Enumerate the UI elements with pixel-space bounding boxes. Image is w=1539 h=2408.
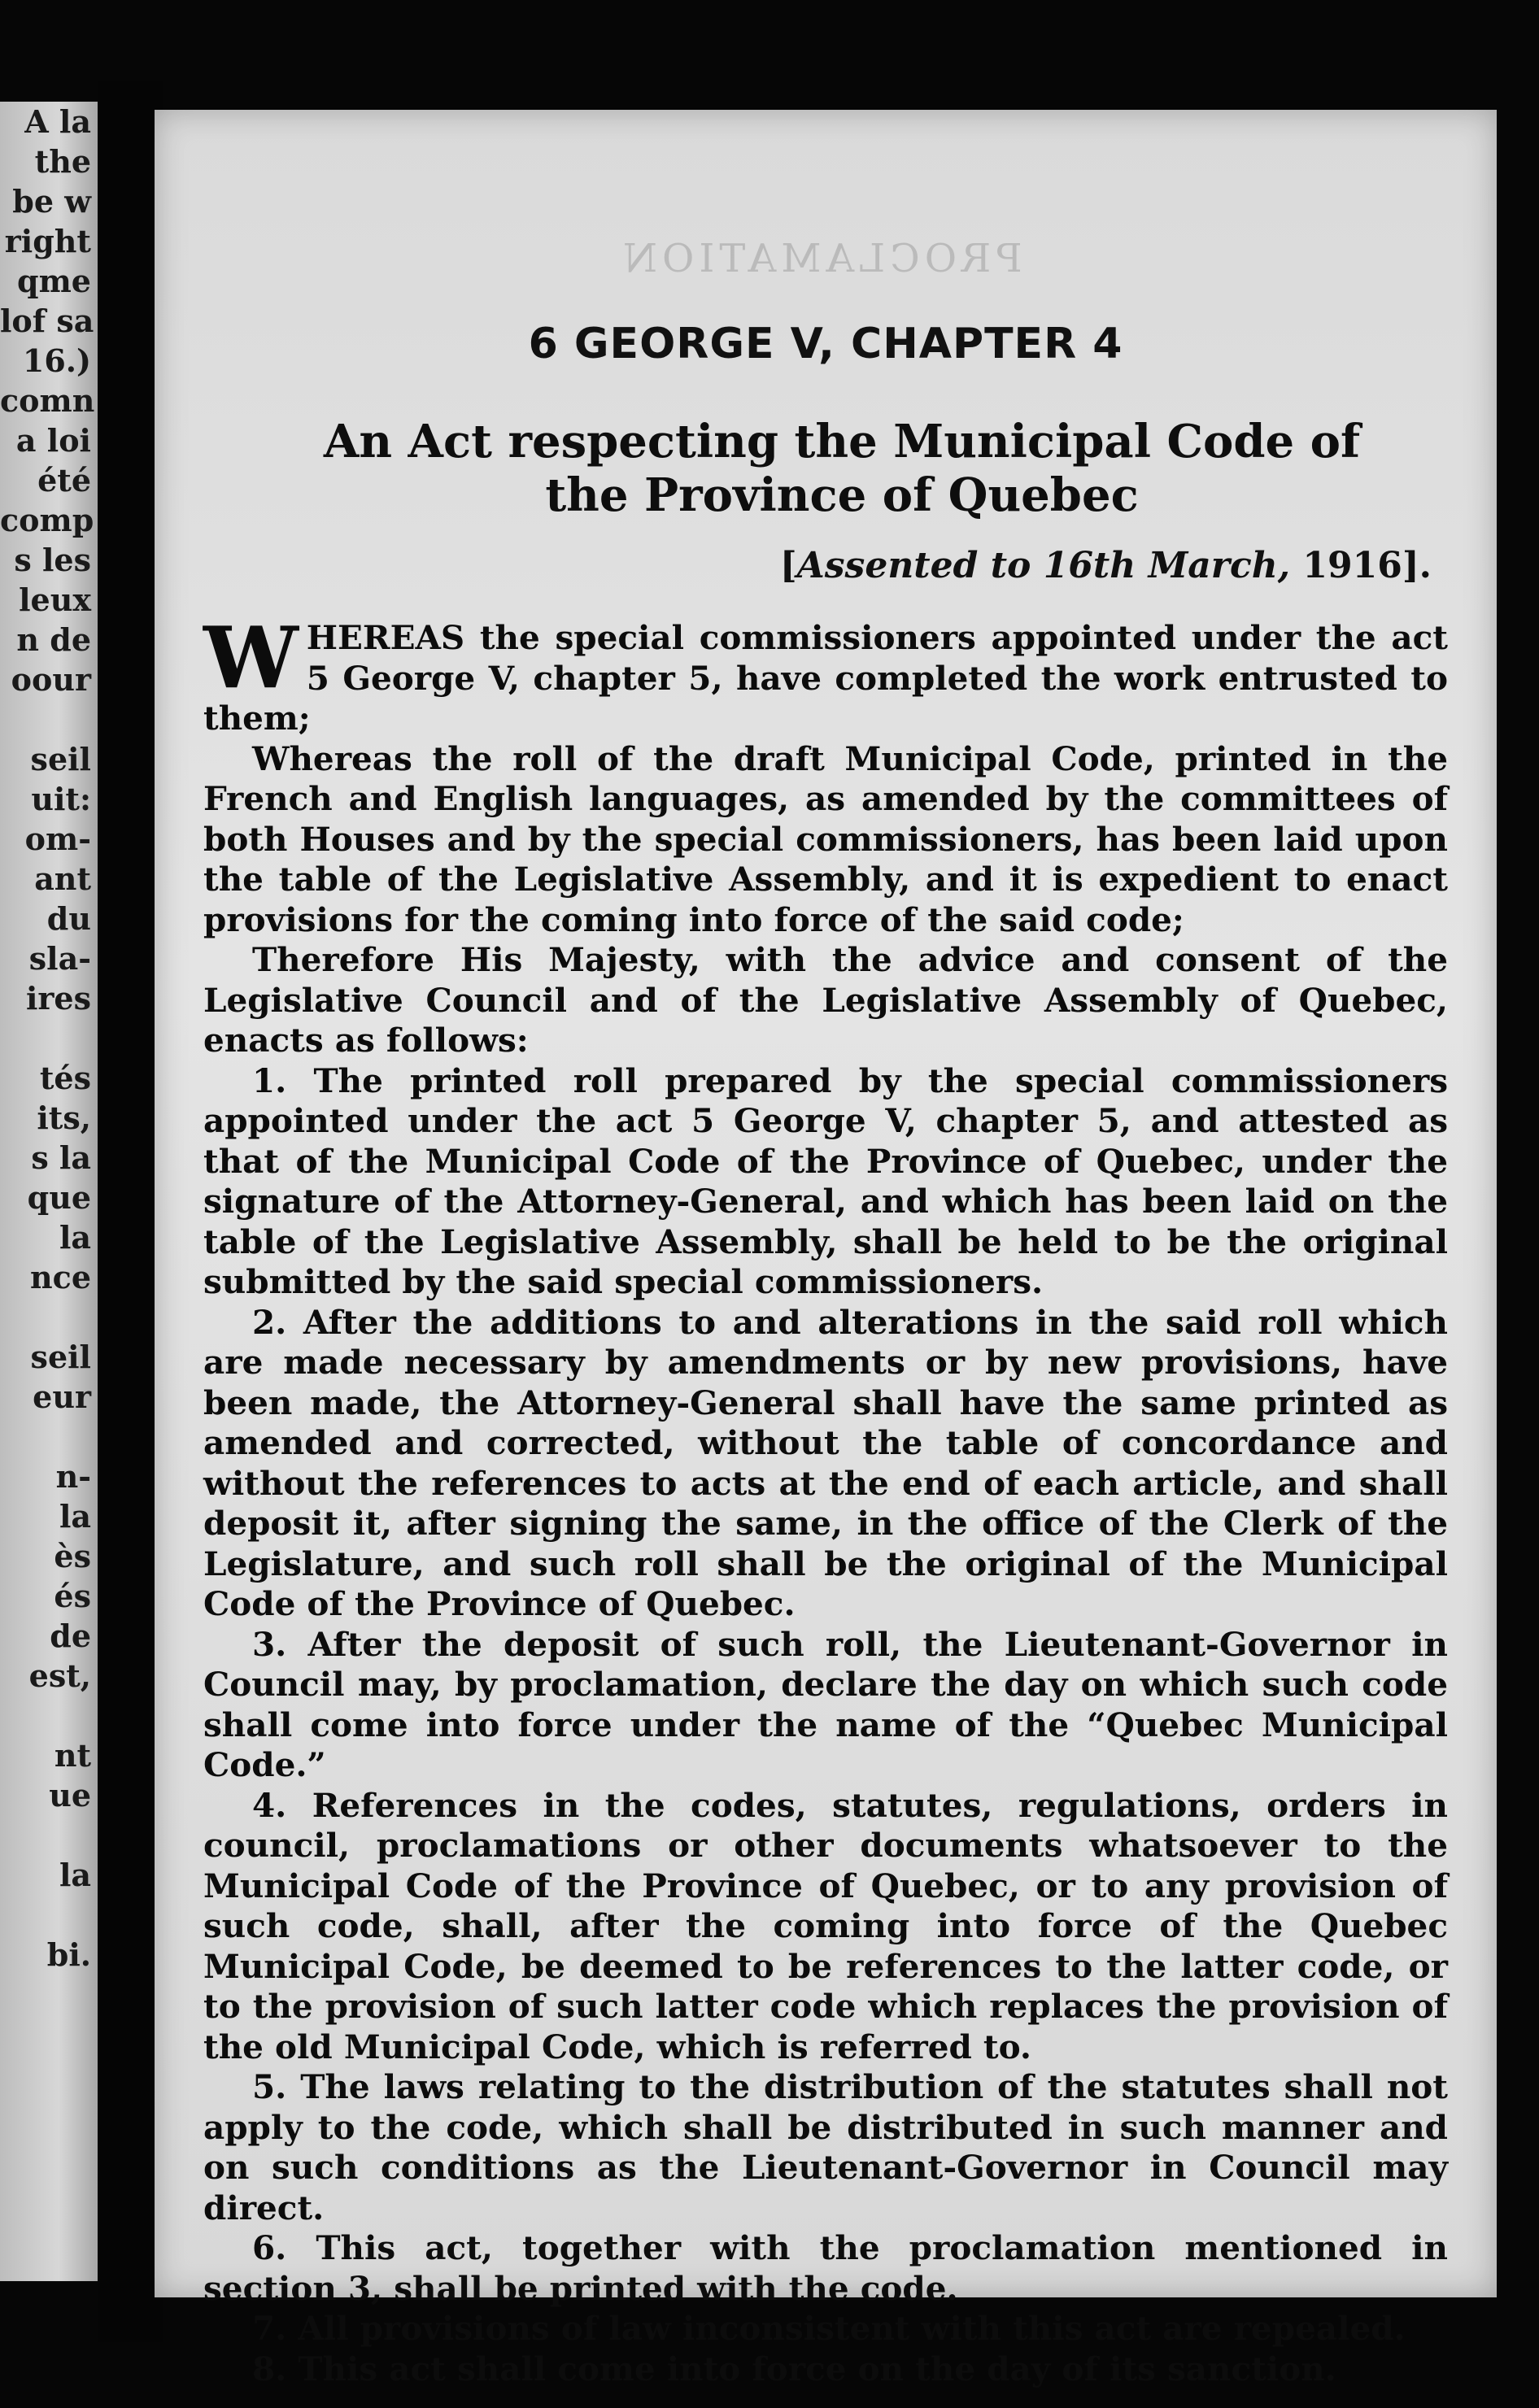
facing-page-fragment-line: seil bbox=[30, 1339, 91, 1375]
facing-page-fragment-line bbox=[0, 1895, 98, 1935]
facing-page-fragment-line: qme bbox=[17, 263, 91, 299]
facing-page-fragment-line: la bbox=[59, 1498, 91, 1535]
chapter-heading: 6 GEORGE V, CHAPTER 4 bbox=[528, 320, 1123, 368]
facing-page-fragment-line: oour bbox=[11, 661, 91, 698]
facing-page-fragment-line: A la bbox=[24, 103, 91, 140]
facing-page-fragment-line: la bbox=[59, 1857, 91, 1893]
facing-page-fragment-line bbox=[0, 1417, 98, 1457]
section-7: 7. All provisions of law inconsistent with this act are repealed. bbox=[252, 2309, 1406, 2348]
document-page bbox=[155, 110, 1497, 2388]
facing-page-fragment-line: s les bbox=[14, 542, 91, 578]
facing-page-fragment-line: its, bbox=[37, 1099, 91, 1136]
facing-page-fragment-line: om- bbox=[24, 821, 91, 857]
assent-year: 1916 bbox=[1302, 545, 1402, 586]
facing-page-fragment-line: lof sa bbox=[0, 303, 94, 339]
facing-page-fragment bbox=[0, 102, 98, 2281]
facing-page-fragment-line: uit: bbox=[31, 781, 91, 817]
facing-page-fragment-line: nce bbox=[30, 1259, 91, 1295]
facing-page-fragment-line: és bbox=[54, 1578, 91, 1614]
facing-page-fragment-line: comn bbox=[0, 382, 95, 419]
facing-page-fragment-line bbox=[0, 1815, 98, 1855]
act-title: An Act respecting the Municipal Code of the Province of Quebec bbox=[323, 415, 1361, 522]
book-gutter bbox=[98, 81, 163, 2342]
facing-page-fragment-line: s la bbox=[31, 1139, 91, 1176]
facing-page-fragment-line: seil bbox=[30, 741, 91, 777]
facing-page-fragment-line: ant bbox=[34, 860, 91, 897]
preamble-paragraph-1 bbox=[203, 607, 1448, 739]
facing-page-fragment-line: comp bbox=[0, 502, 94, 538]
facing-page-fragment-line bbox=[0, 1297, 98, 1337]
enacting-clause: Therefore His Majesty, with the advice and consent of the Legislative Council and of the Legislative Assembly of Quebec, enacts as follows: bbox=[203, 940, 1448, 1060]
facing-page-fragment-line: be w bbox=[12, 183, 91, 220]
facing-page-fragment-line: sla- bbox=[28, 940, 91, 977]
facing-page-fragment-line: a loi bbox=[15, 422, 91, 459]
section-8: 8. This act shall come into force on the day of its sanction. bbox=[252, 2349, 1336, 2388]
facing-page-fragment-line: 16.) bbox=[22, 342, 91, 379]
section-5: 5. The laws relating to the distribution of the statutes shall not apply to the code, which shall be distributed in such manner and on such conditions as the Lieutenant-Governor in Council may direct. bbox=[203, 2067, 1448, 2227]
section-3: 3. After the deposit of such roll, the Lieutenant-Governor in Council may, by proclamation, declare the day on which such code shall come into force under the name of the “Quebec Municipal Code.” bbox=[203, 1624, 1448, 1784]
section-4: 4. References in the codes, statutes, regulations, orders in council, proclamations or other documents whatsoever to the Municipal Code of the Province of Quebec, or to any provision of such code, shall, after the coming into force of the Quebec Municipal Code, be deemed to be references to the latter code, or to the provision of such latter code which replaces the provision of the old Municipal Code, which is referred to. bbox=[203, 1785, 1448, 2066]
facing-page-fragment-line: ires bbox=[25, 980, 91, 1017]
facing-page-fragment-line: n- bbox=[55, 1458, 91, 1495]
facing-page-fragment-line: the bbox=[34, 143, 91, 180]
facing-page-fragment-line: que bbox=[27, 1179, 91, 1216]
facing-page-fragment-line: ue bbox=[49, 1777, 91, 1814]
facing-page-fragment-line: tés bbox=[39, 1060, 91, 1096]
facing-page-fragment-line bbox=[0, 1018, 98, 1058]
facing-page-fragment-line: right bbox=[4, 223, 91, 259]
facing-page-fragment-line: de bbox=[50, 1618, 91, 1654]
section-1: 1. The printed roll prepared by the special commissioners appointed under the act 5 George V, chapter 5, and attested as that of the Municipal Code of the Province of Quebec, under the signature of the Attorney-General, and which has been laid on the table of the Legislative Assembly, shall be held to be the original submitted by the said special commissioners. bbox=[203, 1060, 1448, 1301]
facing-page-fragment-line: été bbox=[37, 462, 91, 499]
section-2: 2. After the additions to and alterations in the said roll which are made necessary by amendments or by new provisions, have been made, the Attorney-General shall have the same printed as amended and corrected, without the table of concordance and without the references to acts at the end of each article, and shall deposit it, after signing the same, in the office of the Clerk of the Legislature, and such roll shall be the original of the Municipal Code of the Province of Quebec. bbox=[203, 1302, 1448, 1623]
facing-page-fragment-line: leux bbox=[19, 581, 91, 618]
facing-page-fragment-line: du bbox=[46, 900, 91, 937]
facing-page-fragment-line: la bbox=[59, 1219, 91, 1256]
drop-cap: W bbox=[203, 607, 299, 708]
facing-page-fragment-line bbox=[0, 1696, 98, 1735]
act-body bbox=[203, 607, 1448, 2389]
facing-page-fragment-line: est, bbox=[28, 1657, 91, 1694]
facing-page-fragment-line: bi. bbox=[46, 1936, 91, 1973]
assent-prefix: Assented to 16th March, bbox=[796, 545, 1291, 586]
facing-page-fragment-line bbox=[0, 699, 98, 739]
facing-page-fragment-line: eur bbox=[33, 1378, 91, 1415]
facing-page-fragment-line: n de bbox=[16, 621, 91, 658]
section-6: 6. This act, together with the proclamation mentioned in section 3, shall be printed with the code. bbox=[203, 2228, 1448, 2308]
facing-page-text bbox=[0, 102, 98, 2281]
facing-page-fragment-line: ès bbox=[54, 1538, 91, 1574]
facing-page-fragment-line: nt bbox=[54, 1737, 91, 1774]
bleed-through-proclamation: PROCLAMATION bbox=[618, 236, 1022, 281]
preamble-1-text: HEREAS the special commissioners appointed under the act 5 George V, chapter 5, have completed the work entrusted to them; bbox=[203, 618, 1448, 738]
assent-date: [Assented to 16th March, 1916]. bbox=[779, 545, 1432, 586]
preamble-paragraph-2: Whereas the roll of the draft Municipal Code, printed in the French and English languages, as amended by the committees of both Houses and by the special commissioners, has been laid upon the table of the Legislative Assembly, and it is expedient to enact provisions for the coming into force of the said code; bbox=[203, 738, 1448, 939]
